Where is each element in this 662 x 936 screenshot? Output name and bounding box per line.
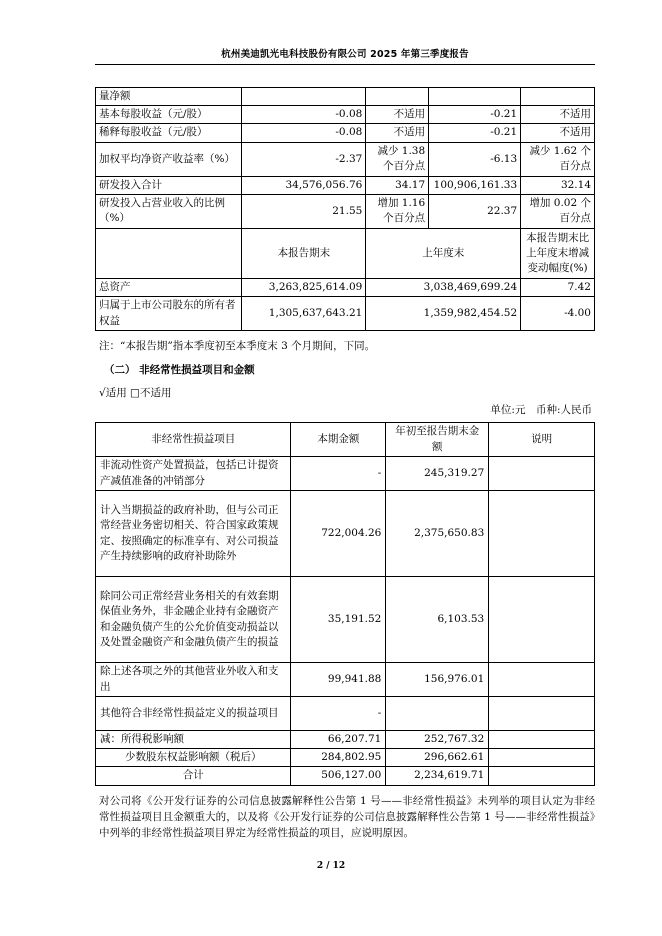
cell-value [242,88,366,106]
cell-value: 32.14 [521,176,595,194]
cell-value [489,457,595,491]
column-header-ytd: 年初至报告期末金额 [386,423,489,457]
row-label: 稀释每股收益（元/股） [96,124,242,142]
cell-value: 245,319.27 [386,457,489,491]
table-row [96,731,595,749]
cell-value [386,697,489,731]
cell-value: -0.21 [429,124,521,142]
row-label: 归属于上市公司股东的所有者权益 [96,297,242,331]
column-header-change-pct: 本报告期末比上年度末增减变动幅度(%) [521,228,595,278]
row-label: 量净额 [96,88,242,106]
cell-value: 3,263,825,614.09 [242,278,366,296]
row-label: 研发投入合计 [96,176,242,194]
cell-value: -0.21 [429,106,521,124]
cell-value: 34,576,056.76 [242,176,366,194]
table-row [96,697,595,731]
row-label: 研发投入占营业收入的比例（%） [96,194,242,228]
table-row [96,491,595,577]
cell-value: 减少 1.38 个百分点 [366,142,429,176]
cell-value: -2.37 [242,142,366,176]
non-recurring-items-table [95,422,595,786]
cell-value [429,88,521,106]
table-row [96,142,595,176]
financial-indicators-table [95,87,595,331]
table-row [96,176,595,194]
table-row [96,577,595,663]
header-divider [95,64,595,65]
cell-value: - [291,457,386,491]
table-subheader-row [96,228,595,278]
table-row [96,106,595,124]
cell-value [489,491,595,577]
column-header-period-end: 本报告期末 [242,228,366,278]
cell-value: 284,802.95 [291,749,386,767]
cell-value: 2,234,619.71 [386,767,489,785]
cell-value [489,749,595,767]
column-header-item: 非经常性损益项目 [96,423,291,457]
cell-value: 296,662.61 [386,749,489,767]
cell-value: 156,976.01 [386,663,489,697]
table-row [96,297,595,331]
cell-value [489,767,595,785]
table-row [96,749,595,767]
report-header: 杭州美迪凯光电科技股份有限公司 2025 年第三季度报告 [221,49,469,60]
cell-value: 99,941.88 [291,663,386,697]
cell-value: 不适用 [521,124,595,142]
explanation-paragraph: 对公司将《公开发行证券的公司信息披露解释性公告第 1 号——非经常性损益》未列举的项目认定为非经常性损益项目且金额重大的，以及将《公开发行证券的公司信息披露解释性公告第 1 号——非经常性损益》中列举的非经常性损益项目界定为经常性损益的项目，应说明原因。 [99,795,595,839]
cell-value: 不适用 [366,124,429,142]
total-label: 合计 [96,767,291,785]
cell-value [521,88,595,106]
cell-value: 21.55 [242,194,366,228]
item-label: 除同公司正常经营业务相关的有效套期保值业务外，非金融企业持有金融资产和金融负债产生的公允价值变动损益以及处置金融资产和金融负债产生的损益 [96,577,291,663]
cell-value: 不适用 [366,106,429,124]
table-header-row [96,423,595,457]
applicability-checkbox-text: √适用 □不适用 [99,387,172,399]
item-label: 非流动性资产处置损益，包括已计提资产减值准备的冲销部分 [96,457,291,491]
cell-value [489,697,595,731]
cell-value: -0.08 [242,124,366,142]
item-label: 除上述各项之外的其他营业外收入和支出 [96,663,291,697]
table-row [96,278,595,296]
cell-value [489,577,595,663]
table-row [96,124,595,142]
cell-value: 34.17 [366,176,429,194]
cell-value: 252,767.32 [386,731,489,749]
cell-value: 66,207.71 [291,731,386,749]
cell-value: -4.00 [521,297,595,331]
table-row [96,88,595,106]
item-label: 其他符合非经常性损益定义的损益项目 [96,697,291,731]
cell-value: 减少 1.62 个百分点 [521,142,595,176]
cell-value [366,88,429,106]
cell-value: 722,004.26 [291,491,386,577]
cell-value: 2,375,650.83 [386,491,489,577]
cell-value: 3,038,469,699.24 [366,278,521,296]
cell-value [489,731,595,749]
cell-value: 1,359,982,454.52 [366,297,521,331]
cell-value: 506,127.00 [291,767,386,785]
row-label: 总资产 [96,278,242,296]
cell-value: 100,906,161.33 [429,176,521,194]
cell-value: 7.42 [521,278,595,296]
section-title: （二） 非经常性损益项目和金额 [104,364,255,376]
item-label: 少数股东权益影响额（税后） [96,749,291,767]
page-number: 2 / 12 [316,861,346,871]
cell-value: -0.08 [242,106,366,124]
cell-value [489,663,595,697]
cell-value: 6,103.53 [386,577,489,663]
empty-header-cell [96,228,242,278]
cell-value: - [291,697,386,731]
column-header-prior-year-end: 上年度末 [366,228,521,278]
currency-unit-label: 单位:元 币种:人民币 [490,404,592,416]
cell-value: 增加 1.16 个百分点 [366,194,429,228]
table-total-row [96,767,595,785]
cell-value: 35,191.52 [291,577,386,663]
column-header-desc: 说明 [489,423,595,457]
row-label: 基本每股收益（元/股） [96,106,242,124]
table-note: 注：“本报告期”指本季度初至本季度末 3 个月期间，下同。 [99,340,376,352]
item-label: 计入当期损益的政府补助，但与公司正常经营业务密切相关、符合国家政策规定、按照确定的标准享有、对公司损益产生持续影响的政府补助除外 [96,491,291,577]
cell-value: 增加 0.02 个百分点 [521,194,595,228]
cell-value: 1,305,637,643.21 [242,297,366,331]
column-header-current: 本期金额 [291,423,386,457]
item-label: 减：所得税影响额 [96,731,291,749]
row-label: 加权平均净资产收益率（%） [96,142,242,176]
table-row [96,457,595,491]
table-row [96,663,595,697]
cell-value: 22.37 [429,194,521,228]
cell-value: -6.13 [429,142,521,176]
table-row [96,194,595,228]
cell-value: 不适用 [521,106,595,124]
